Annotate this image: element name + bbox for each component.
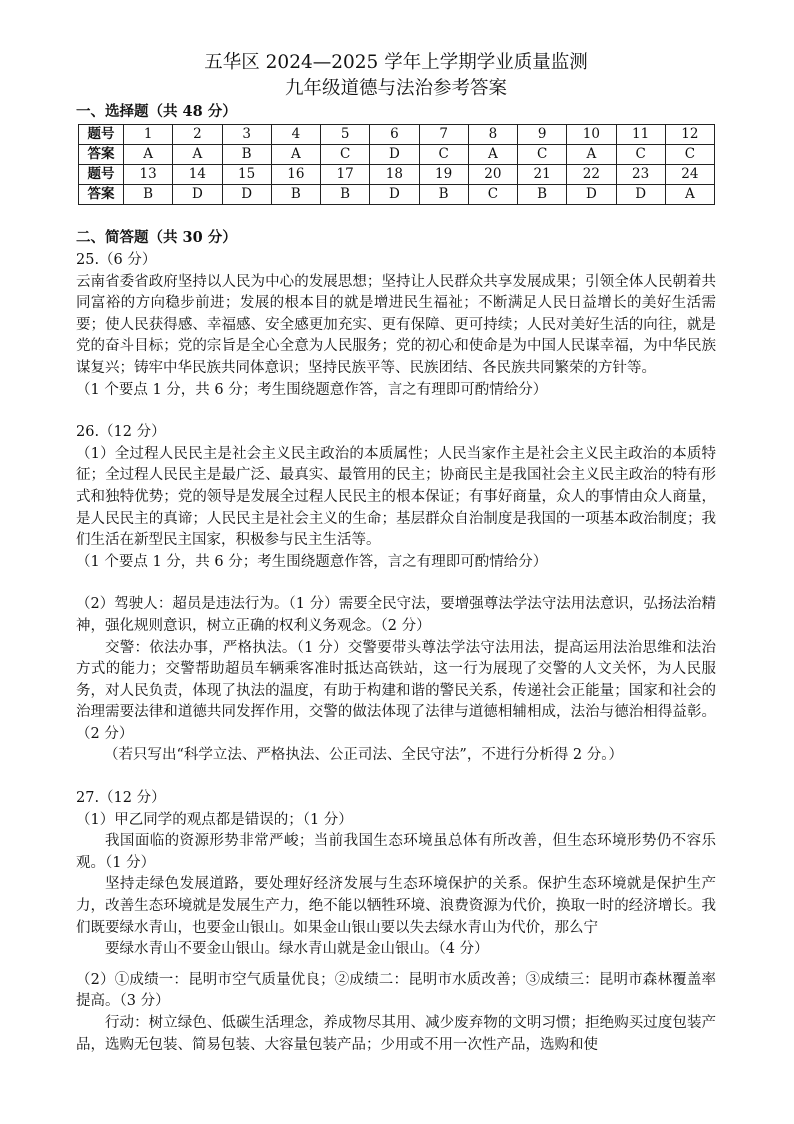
answer-cell: C: [419, 145, 468, 165]
q25-scoring-note: （1 个要点 1 分，共 6 分；考生围绕题意作答，言之有理即可酌情给分）: [76, 381, 548, 398]
section-1-title: 一、选择题（共 48 分）: [76, 103, 237, 120]
q27-part1-paragraph: 我国面临的资源形势非常严峻；当前我国生态环境虽总体有所改善，但生态环境形势仍不容乐观。（1 分）: [76, 833, 716, 871]
question-number: 19: [419, 165, 468, 185]
q27-part2-paragraph: 行动：树立绿色、低碳生活理念，养成物尽其用、减少废弃物的文明习惯；拒绝购买过度包装产品，选购无包装、简易包装、大容量包装产品；少用或不用一次性产品，选购和使: [76, 1015, 716, 1053]
question-number: 1: [124, 125, 173, 145]
spacer: [76, 401, 716, 422]
answer-cell: A: [468, 145, 517, 165]
question-number: 8: [468, 125, 517, 145]
question-number: 5: [321, 125, 370, 145]
q26-heading: 26.（12 分）: [76, 424, 166, 441]
question-number: 21: [518, 165, 567, 185]
answer-cell: A: [271, 145, 320, 165]
question-number: 9: [518, 125, 567, 145]
question-number: 11: [616, 125, 665, 145]
q26-part2-scoring-note: （若只写出“科学立法、严格执法、公正司法、全民守法”，不进行分析得 2 分。）: [104, 747, 624, 764]
answer-cell: C: [518, 145, 567, 165]
answer-cell: D: [370, 145, 419, 165]
question-number: 16: [271, 165, 320, 185]
question-number: 17: [321, 165, 370, 185]
question-number: 12: [665, 125, 714, 145]
spacer: [76, 961, 716, 970]
row-label-question: 题号: [79, 125, 124, 145]
answer-cell: A: [173, 145, 222, 165]
answer-cell: A: [567, 145, 616, 165]
row-label-question: 题号: [79, 165, 124, 185]
row-label-answer: 答案: [79, 185, 124, 205]
answer-cell: B: [124, 185, 173, 205]
question-number: 18: [370, 165, 419, 185]
q26-part1-answer: （1）全过程人民民主是社会主义民主政治的本质属性；人民当家作主是社会主义民主政治的本质特征；全过程人民民主是最广泛、最真实、最管用的民主；协商民主是我国社会主义民主政治的特有形式和独特优势；党的领导是发展全过程人民民主的根本保证；有事好商量，众人的事情由众人商量，是人民民主的真谛；人民民主是社会主义的生命；基层群众自治制度是我国的一项基本政治制度；我们生活在新型民主国家，积极参与民主生活等。: [76, 445, 716, 549]
q27-part2-heading: （2）①成绩一：昆明市空气质量优良；②成绩二：昆明市水质改善；③成绩三：昆明市森林覆盖率提高。（3 分）: [76, 971, 716, 1010]
answer-sheet-page: [76, 50, 716, 1056]
q27-part1-paragraph: 坚持走绿色发展道路，要处理好经济发展与生态环境保护的关系。保护生态环境就是保护生产力，改善生态环境就是发展生产力，绝不能以牺牲环境、浪费资源为代价，换取一时的经济增长。我们既要绿水青山，也要金山银山。如果金山银山要以失去绿水青山为代价，那么宁: [76, 876, 716, 936]
section-2-title: 二、简答题（共 30 分）: [76, 229, 237, 246]
question-number: 15: [222, 165, 271, 185]
answer-cell: C: [321, 145, 370, 165]
question-number-row: [79, 125, 715, 145]
question-number: 13: [124, 165, 173, 185]
answer-cell: B: [518, 185, 567, 205]
answer-cell: C: [468, 185, 517, 205]
question-number: 14: [173, 165, 222, 185]
row-label-answer: 答案: [79, 145, 124, 165]
answer-key-title: 九年级道德与法治参考答案: [284, 78, 507, 99]
choice-answer-table: [78, 124, 715, 205]
question-number: 6: [370, 125, 419, 145]
spacer: [76, 767, 716, 788]
answer-cell: A: [124, 145, 173, 165]
question-number: 22: [567, 165, 616, 185]
question-number: 23: [616, 165, 665, 185]
answer-cell: D: [616, 185, 665, 205]
q26-part1-scoring-note: （1 个要点 1 分，共 6 分；考生围绕题意作答，言之有理即可酌情给分）: [76, 553, 548, 570]
q26-part2-driver-answer: （2）驾驶人：超员是违法行为。（1 分）需要全民守法，要增强尊法学法守法用法意识，弘扬法治精神，强化规则意识，树立正确的权利义务观念。（2 分）: [76, 596, 716, 634]
answer-cell: D: [173, 185, 222, 205]
answer-cell: C: [665, 145, 714, 165]
q25-answer: 云南省委省政府坚持以人民为中心的发展思想；坚持让人民群众共享发展成果；引领全体人民朝着共同富裕的方向稳步前进；发展的根本目的就是增进民生福祉；不断满足人民日益增长的美好生活需要；使人民获得感、幸福感、安全感更加充实、更有保障、更可持续；人民对美好生活的向往，就是党的奋斗目标；党的宗旨是全心全意为人民服务；党的初心和使命是为中国人民谋幸福，为中华民族谋复兴；铸牢中华民族共同体意识；坚持民族平等、民族团结、各民族共同繁荣的方针等。: [76, 273, 716, 376]
q26-part2-police-answer: 交警：依法办事，严格执法。（1 分）交警要带头尊法学法守法用法，提高运用法治思维和法治方式的能力；交警帮助超员车辆乘客准时抵达高铁站，这一行为展现了交警的人文关怀，为人民服务，对人民负责，体现了执法的温度，有助于构建和谐的警民关系，传递社会正能量；国家和社会的治理需要法律和道德共同发挥作用，交警的做法体现了法律与道德相辅相成，法治与德治相得益彰。（2 分）: [76, 639, 716, 742]
answer-row: [79, 145, 715, 165]
question-number: 2: [173, 125, 222, 145]
answer-cell: D: [222, 185, 271, 205]
answer-cell: B: [321, 185, 370, 205]
exam-title: 五华区 2024—2025 学年上学期学业质量监测: [204, 52, 588, 73]
question-number: 3: [222, 125, 271, 145]
answer-row: [79, 185, 715, 205]
spacer: [76, 573, 716, 594]
question-number: 4: [271, 125, 320, 145]
question-number: 24: [665, 165, 714, 185]
question-number-row: [79, 165, 715, 185]
answer-cell: B: [419, 185, 468, 205]
spacer: [76, 205, 716, 226]
q27-heading: 27.（12 分）: [76, 790, 166, 807]
q25-heading: 25.（6 分）: [76, 252, 157, 268]
q27-part1-paragraph: 要绿水青山不要金山银山。绿水青山就是金山银山。（4 分）: [105, 941, 489, 958]
q27-part1-heading: （1）甲乙同学的观点都是错误的；（1 分）: [76, 811, 353, 828]
answer-cell: B: [271, 185, 320, 205]
answer-cell: B: [222, 145, 271, 165]
answer-cell: D: [370, 185, 419, 205]
question-number: 20: [468, 165, 517, 185]
answer-cell: C: [616, 145, 665, 165]
answer-cell: A: [665, 185, 714, 205]
question-number: 10: [567, 125, 616, 145]
answer-cell: D: [567, 185, 616, 205]
question-number: 7: [419, 125, 468, 145]
